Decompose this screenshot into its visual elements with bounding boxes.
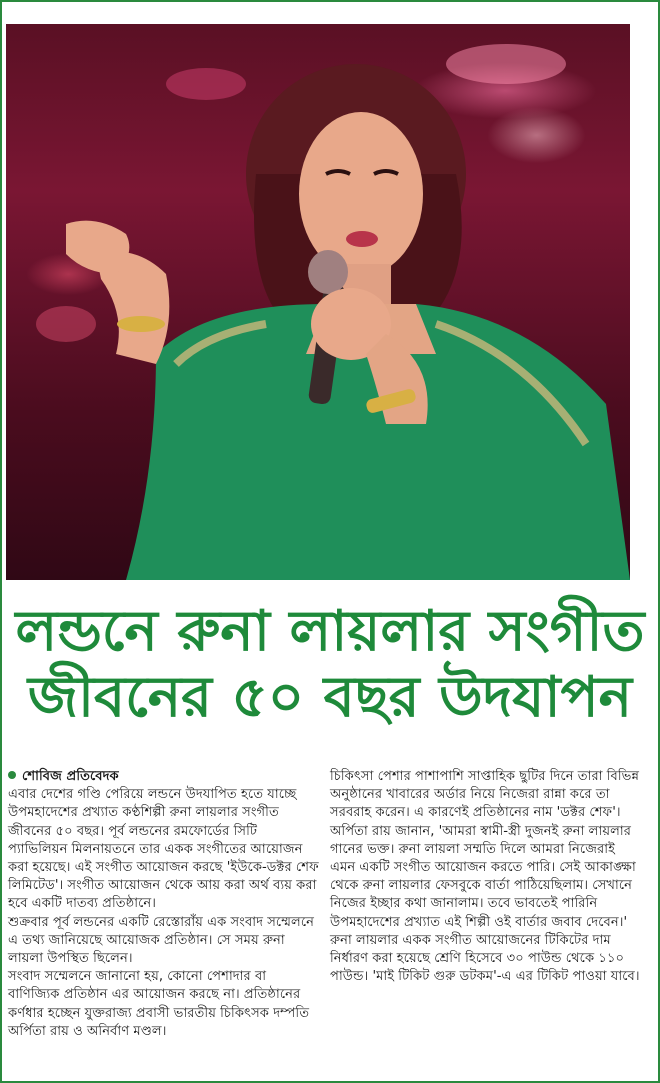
paragraph: সংবাদ সম্মেলনে জানানো হয়, কোনো পেশাদার বা বাণিজ্যিক প্রতিষ্ঠান এর আয়োজন করছে না। প্রতিষ্ঠানের কর্ণধার হচ্ছেন যুক্তরাজ্য প্রবাসী ভারতীয় চিকিৎসক দম্পতি অর্পিতা রায় ও অনির্বাণ মণ্ডল। [8,969,310,1039]
bullet-icon [8,771,16,779]
headline-line-2: জীবনের ৫০ বছর উদযাপন [27,665,633,730]
article-column-right [330,768,640,986]
paragraph: চিকিৎসা পেশার পাশাপাশি সাপ্তাহিক ছুটির দিনে তারা বিভিন্ন অনুষ্ঠানের খাবারের অর্ডার নিয়ে নিজেরা রান্না করে তা সরবরাহ করেন। এ কারণেই প্রতিষ্ঠানের নাম 'ডক্টর শেফ'। [330,769,639,821]
paragraph: শুক্রবার পূর্ব লন্ডনের একটি রেস্তোরাঁয় এক সংবাদ সম্মেলনে এ তথ্য জানিয়েছে আয়োজক প্রতিষ্ঠান। সে সময় রুনা লায়লা উপস্থিত ছিলেন। [8,914,315,967]
byline-text: শোবিজ প্রতিবেদক [22,769,119,784]
singer-photo [6,24,630,580]
headline-line-1: লন্ডনে রুনা লায়লার সংগীত [15,599,645,664]
paragraph: এবার দেশের গণ্ডি পেরিয়ে লন্ডনে উদযাপিত হতে যাচ্ছে উপমহাদেশের প্রখ্যাত কণ্ঠশিল্পী রুনা লায়লার সংগীত জীবনের ৫০ বছর। পূর্ব লন্ডনের রমফোর্ডের সিটি প্যাভিলিয়ন মিলনায়তনে তার একক সংগীতের আয়োজন করা হয়েছে। এই সংগীত আয়োজন করছে 'ইউকে-ডক্টর শেফ লিমিটেড'। সংগীত আয়োজন থেকে আয় করা অর্থ ব্যয় করা হবে একটি দাতব্য প্রতিষ্ঠানে। [8,787,319,912]
byline [8,768,320,786]
paragraph: অর্পিতা রায় জানান, 'আমরা স্বামী-স্ত্রী দুজনই রুনা লায়লার গানের ভক্ত। রুনা লায়লা সম্মতি দিলে আমরা নিজেরাই এমন একটি সংগীত আয়োজন করতে পারি। সেই আকাঙ্ক্ষা থেকে রুনা লায়লার ফেসবুকে বার্তা পাঠিয়েছিলাম। সেখানে নিজের ইচ্ছার কথা জানালাম। তবে ভাবতেই পারিনি উপমহাদেশের প্রখ্যাত এই শিল্পী ওই বার্তার জবাব দেবেন।' [330,823,636,930]
article-column-left [8,768,320,1041]
paragraph: রুনা লায়লার একক সংগীত আয়োজনের টিকিটের দাম নির্ধারণ করা হয়েছে শ্রেণি হিসেবে ৩০ পাউন্ড থেকে ১১০ পাউন্ড। 'মাই টিকিট গুরু ডটকম'-এ এর টিকিট পাওয়া যাবে। [330,932,640,985]
